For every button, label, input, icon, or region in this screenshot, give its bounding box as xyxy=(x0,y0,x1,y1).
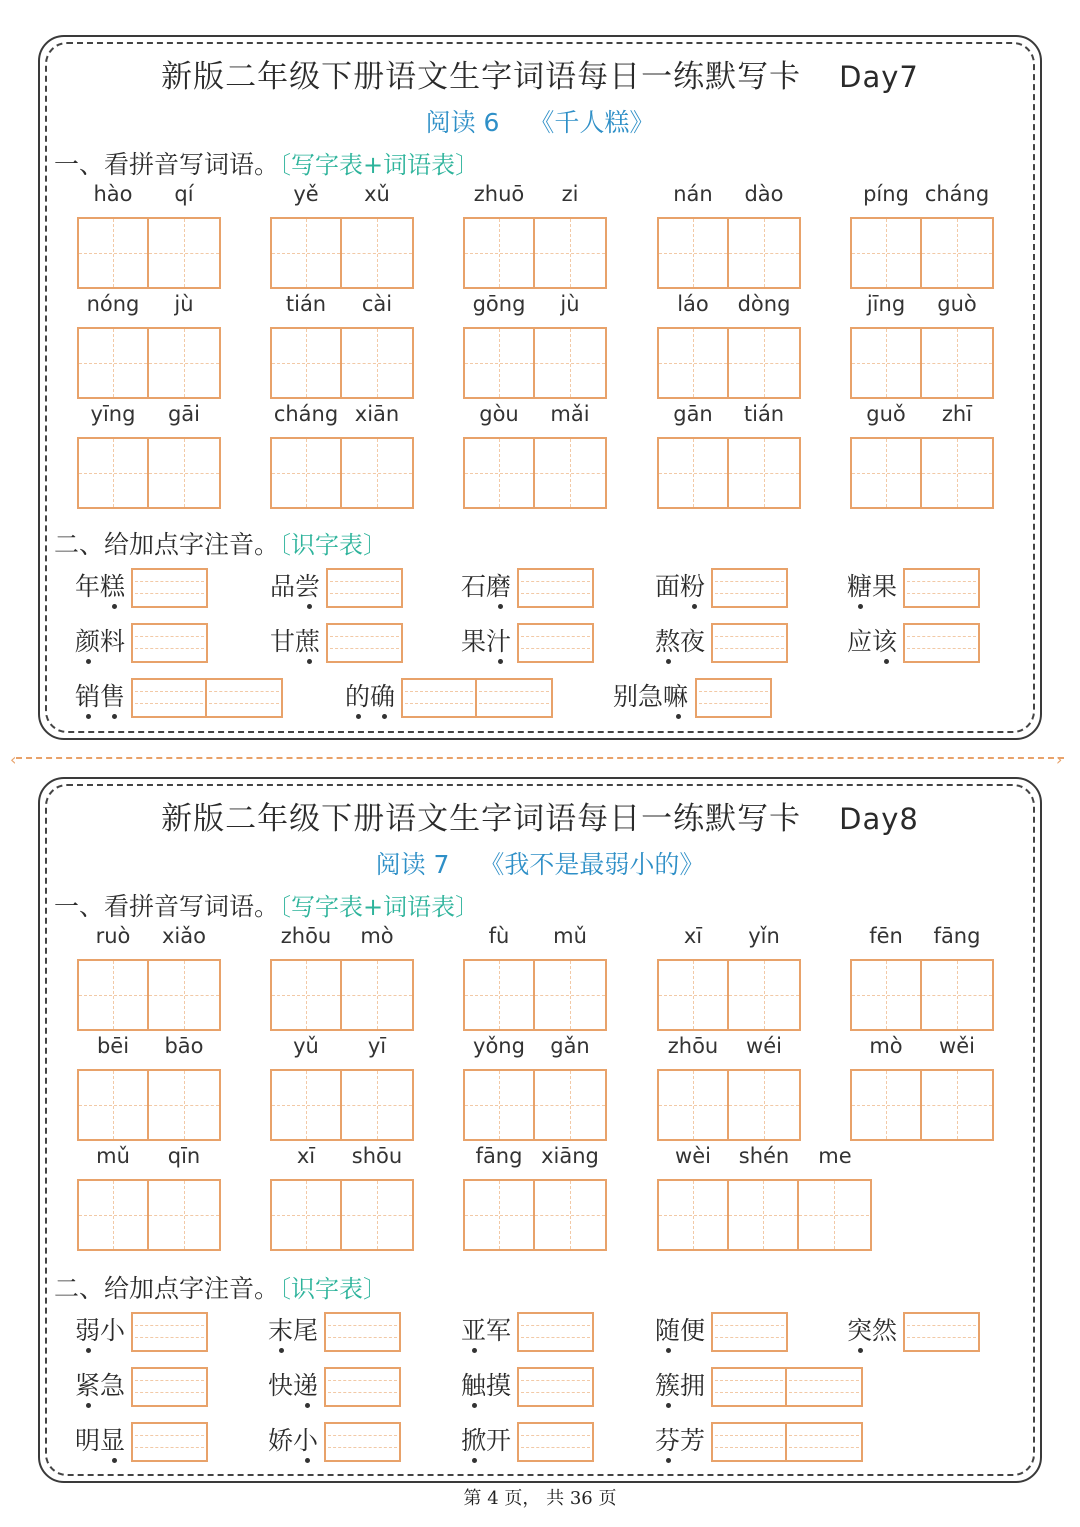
writing-grid[interactable] xyxy=(463,1069,607,1141)
grid-cell[interactable] xyxy=(342,1181,412,1249)
pinyin-syllable: fù xyxy=(488,924,510,948)
pinyin-syllable: gōng xyxy=(472,292,526,316)
grid-cell[interactable] xyxy=(149,219,219,287)
emphasis-dot xyxy=(666,1348,671,1353)
lesson-subtitle xyxy=(40,845,1040,881)
grid-cell[interactable] xyxy=(465,439,535,507)
pinyin-answer-box[interactable] xyxy=(324,1312,401,1352)
answer-cell[interactable] xyxy=(328,625,401,661)
arrow-right-icon: › xyxy=(1056,750,1063,769)
answer-cell[interactable] xyxy=(133,625,206,661)
grid-cell[interactable] xyxy=(149,1181,219,1249)
annotation-word: 明显 xyxy=(75,1426,126,1455)
grid-cell[interactable] xyxy=(535,439,605,507)
writing-grid[interactable] xyxy=(77,959,221,1031)
pinyin-syllable: xiǎo xyxy=(162,924,206,948)
annotation-word: 别急嘛 xyxy=(613,682,689,711)
pinyin-answer-box[interactable] xyxy=(131,623,208,663)
answer-cell[interactable] xyxy=(787,1424,861,1460)
answer-cell[interactable] xyxy=(326,1314,399,1350)
annotation-word: 年糕 xyxy=(75,572,126,601)
pinyin-answer-box[interactable] xyxy=(401,678,553,718)
writing-grid[interactable] xyxy=(850,437,994,509)
grid-cell[interactable] xyxy=(272,219,342,287)
section1-tag: 〔写字表+词语表〕 xyxy=(279,151,480,179)
pinyin-syllable: mò xyxy=(360,924,394,948)
pinyin-answer-box[interactable] xyxy=(695,678,772,718)
pinyin-syllable: guǒ xyxy=(866,402,906,426)
grid-cell[interactable] xyxy=(465,961,535,1029)
emphasis-dot xyxy=(858,604,863,609)
annotation-word: 突然 xyxy=(847,1316,898,1345)
pinyin-syllable: mǔ xyxy=(96,1144,130,1168)
grid-cell[interactable] xyxy=(342,961,412,1029)
book-title: 《我不是最弱小的》 xyxy=(479,850,705,879)
writing-grid[interactable] xyxy=(463,437,607,509)
pinyin-syllable: zhōu xyxy=(280,924,332,948)
pinyin-syllable: jù xyxy=(174,292,194,316)
pinyin-syllable: xǔ xyxy=(364,182,390,206)
emphasis-dot xyxy=(472,1348,477,1353)
annotation-word: 糖果 xyxy=(847,572,898,601)
answer-cell[interactable] xyxy=(477,680,551,716)
answer-cell[interactable] xyxy=(326,1369,399,1405)
grid-cell[interactable] xyxy=(149,439,219,507)
grid-cell[interactable] xyxy=(729,961,799,1029)
section2-heading: 二、给加点字注音。〔识字表〕 xyxy=(54,530,388,559)
book-title: 《千人糕》 xyxy=(529,108,655,137)
pinyin-syllable: dào xyxy=(744,182,784,206)
section2-tag: 〔识字表〕 xyxy=(279,531,388,559)
emphasis-dot xyxy=(86,659,91,664)
grid-cell[interactable] xyxy=(852,1071,922,1139)
pinyin-syllable: nóng xyxy=(86,292,140,316)
writing-grid[interactable] xyxy=(77,1179,221,1251)
grid-cell[interactable] xyxy=(535,1181,605,1249)
lesson-subtitle xyxy=(40,103,1040,139)
answer-cell[interactable] xyxy=(133,1369,206,1405)
answer-cell[interactable] xyxy=(133,570,206,606)
section2-tag: 〔识字表〕 xyxy=(279,1275,388,1303)
pinyin-answer-box[interactable] xyxy=(903,623,980,663)
answer-cell[interactable] xyxy=(905,625,978,661)
pinyin-answer-box[interactable] xyxy=(324,1367,401,1407)
writing-grid[interactable] xyxy=(270,437,414,509)
pinyin-syllable: tián xyxy=(743,402,785,426)
grid-cell[interactable] xyxy=(659,439,729,507)
writing-grid[interactable] xyxy=(657,959,801,1031)
grid-cell[interactable] xyxy=(659,219,729,287)
pinyin-syllable: mǎi xyxy=(550,402,590,426)
pinyin-answer-box[interactable] xyxy=(324,1422,401,1462)
pinyin-syllable: xiāng xyxy=(541,1144,599,1168)
answer-cell[interactable] xyxy=(326,1424,399,1460)
answer-cell[interactable] xyxy=(519,1369,592,1405)
grid-cell[interactable] xyxy=(922,1071,992,1139)
writing-grid[interactable] xyxy=(270,327,414,399)
card-title: 新版二年级下册语文生字词语每日一练默写卡 Day7 xyxy=(161,59,919,95)
grid-cell[interactable] xyxy=(729,439,799,507)
grid-cell[interactable] xyxy=(922,329,992,397)
grid-cell[interactable] xyxy=(79,1181,149,1249)
pinyin-syllable: bēi xyxy=(96,1034,130,1058)
grid-cell[interactable] xyxy=(799,1181,869,1249)
section1-heading: 一、看拼音写词语。〔写字表+词语表〕 xyxy=(54,892,480,921)
emphasis-dot xyxy=(356,714,361,719)
writing-grid[interactable] xyxy=(657,217,801,289)
pinyin-syllable: cháng xyxy=(924,182,990,206)
pinyin-answer-box[interactable] xyxy=(711,1312,788,1352)
writing-grid[interactable] xyxy=(850,217,994,289)
pinyin-syllable: cài xyxy=(361,292,393,316)
pinyin-syllable: mò xyxy=(869,1034,903,1058)
grid-cell[interactable] xyxy=(922,961,992,1029)
worksheet-card-day8 xyxy=(38,777,1042,1483)
pinyin-syllable: láo xyxy=(677,292,709,316)
emphasis-dot xyxy=(112,714,117,719)
annotation-word: 亚军 xyxy=(461,1316,512,1345)
annotation-word: 销售 xyxy=(75,682,126,711)
pinyin-syllable: fāng xyxy=(933,924,981,948)
writing-grid[interactable] xyxy=(850,959,994,1031)
annotation-word: 应该 xyxy=(847,627,898,656)
grid-cell[interactable] xyxy=(659,1071,729,1139)
emphasis-dot xyxy=(305,1403,310,1408)
grid-cell[interactable] xyxy=(852,219,922,287)
section2-heading: 二、给加点字注音。〔识字表〕 xyxy=(54,1274,388,1303)
emphasis-dot xyxy=(666,1403,671,1408)
grid-cell[interactable] xyxy=(465,219,535,287)
writing-grid[interactable] xyxy=(850,1069,994,1141)
grid-cell[interactable] xyxy=(465,1181,535,1249)
pinyin-syllable: guò xyxy=(937,292,977,316)
grid-cell[interactable] xyxy=(535,219,605,287)
annotation-word: 芬芳 xyxy=(655,1426,706,1455)
annotation-word: 品尝 xyxy=(270,572,321,601)
emphasis-dot xyxy=(692,604,697,609)
pinyin-answer-box[interactable] xyxy=(711,1367,863,1407)
annotation-word: 掀开 xyxy=(461,1426,512,1455)
pinyin-syllable: zhī xyxy=(941,402,973,426)
grid-cell[interactable] xyxy=(79,961,149,1029)
writing-grid[interactable] xyxy=(463,959,607,1031)
grid-cell[interactable] xyxy=(272,329,342,397)
page-footer: 第 4 页， 共 36 页 xyxy=(463,1488,617,1509)
pinyin-answer-box[interactable] xyxy=(131,1312,208,1352)
pinyin-answer-box[interactable] xyxy=(131,678,283,718)
worksheet-card-day7 xyxy=(38,35,1042,740)
annotation-word: 熬夜 xyxy=(655,627,706,656)
grid-cell[interactable] xyxy=(272,1071,342,1139)
pinyin-syllable: zhuō xyxy=(473,182,525,206)
writing-grid[interactable] xyxy=(270,217,414,289)
pinyin-answer-box[interactable] xyxy=(517,1422,594,1462)
pinyin-syllable: qīn xyxy=(167,1144,201,1168)
grid-cell[interactable] xyxy=(659,1181,729,1249)
grid-cell[interactable] xyxy=(342,219,412,287)
emphasis-dot xyxy=(86,1348,91,1353)
annotation-word: 娇小 xyxy=(268,1426,319,1455)
grid-cell[interactable] xyxy=(342,1071,412,1139)
pinyin-syllable: qí xyxy=(174,182,194,206)
pinyin-syllable: xī xyxy=(296,1144,316,1168)
day-label: Day7 xyxy=(839,60,919,94)
lesson-number: 阅读 6 xyxy=(425,108,500,137)
pinyin-answer-box[interactable] xyxy=(131,1422,208,1462)
section1-heading: 一、看拼音写词语。〔写字表+词语表〕 xyxy=(54,150,480,179)
pinyin-syllable: gāi xyxy=(167,402,201,426)
grid-cell[interactable] xyxy=(852,329,922,397)
grid-cell[interactable] xyxy=(729,219,799,287)
grid-cell[interactable] xyxy=(729,1181,799,1249)
pinyin-syllable: ruò xyxy=(95,924,131,948)
emphasis-dot xyxy=(305,1458,310,1463)
pinyin-answer-box[interactable] xyxy=(711,623,788,663)
answer-cell[interactable] xyxy=(133,1314,206,1350)
emphasis-dot xyxy=(382,714,387,719)
pinyin-answer-box[interactable] xyxy=(326,623,403,663)
pinyin-syllable: wěi xyxy=(939,1034,975,1058)
emphasis-dot xyxy=(472,1458,477,1463)
annotation-word: 末尾 xyxy=(268,1316,319,1345)
answer-cell[interactable] xyxy=(905,1314,978,1350)
writing-grid[interactable] xyxy=(657,327,801,399)
pinyin-syllable: yǒng xyxy=(473,1034,525,1058)
emphasis-dot xyxy=(112,604,117,609)
answer-cell[interactable] xyxy=(713,1424,787,1460)
writing-grid[interactable] xyxy=(77,327,221,399)
grid-cell[interactable] xyxy=(149,961,219,1029)
answer-cell[interactable] xyxy=(519,625,592,661)
pinyin-answer-box[interactable] xyxy=(517,568,594,608)
pinyin-syllable: gān xyxy=(673,402,713,426)
pinyin-syllable: yī xyxy=(367,1034,387,1058)
pinyin-syllable: zi xyxy=(561,182,579,206)
pinyin-syllable: jù xyxy=(560,292,580,316)
pinyin-answer-box[interactable] xyxy=(711,1422,863,1462)
answer-cell[interactable] xyxy=(713,625,786,661)
grid-cell[interactable] xyxy=(852,439,922,507)
writing-grid[interactable] xyxy=(850,327,994,399)
pinyin-syllable: gǎn xyxy=(550,1034,590,1058)
pinyin-syllable: tián xyxy=(285,292,327,316)
grid-cell[interactable] xyxy=(342,329,412,397)
pinyin-syllable: shōu xyxy=(351,1144,403,1168)
grid-cell[interactable] xyxy=(659,329,729,397)
lesson-number: 阅读 7 xyxy=(375,850,450,879)
pinyin-syllable: yǐn xyxy=(748,924,780,948)
answer-cell[interactable] xyxy=(713,1314,786,1350)
emphasis-dot xyxy=(498,659,503,664)
annotation-word: 的确 xyxy=(345,682,396,711)
emphasis-dot xyxy=(858,1348,863,1353)
answer-cell[interactable] xyxy=(905,570,978,606)
answer-cell[interactable] xyxy=(519,1314,592,1350)
arrow-left-icon: ‹ xyxy=(10,750,17,769)
emphasis-dot xyxy=(498,604,503,609)
pinyin-answer-box[interactable] xyxy=(517,1312,594,1352)
emphasis-dot xyxy=(666,1458,671,1463)
pinyin-syllable: bāo xyxy=(164,1034,204,1058)
annotation-word: 面粉 xyxy=(655,572,706,601)
pinyin-syllable: gòu xyxy=(479,402,519,426)
grid-cell[interactable] xyxy=(465,1071,535,1139)
pinyin-answer-box[interactable] xyxy=(903,1312,980,1352)
writing-grid[interactable] xyxy=(657,1069,801,1141)
pinyin-syllable: cháng xyxy=(273,402,339,426)
pinyin-syllable: hào xyxy=(93,182,133,206)
pinyin-syllable: jīng xyxy=(866,292,906,316)
answer-cell[interactable] xyxy=(403,680,477,716)
emphasis-dot xyxy=(884,659,889,664)
grid-cell[interactable] xyxy=(79,1071,149,1139)
answer-cell[interactable] xyxy=(787,1369,861,1405)
pinyin-answer-box[interactable] xyxy=(517,1367,594,1407)
emphasis-dot xyxy=(472,1403,477,1408)
answer-cell[interactable] xyxy=(519,570,592,606)
grid-cell[interactable] xyxy=(729,329,799,397)
pinyin-syllable: xiān xyxy=(354,402,400,426)
grid-cell[interactable] xyxy=(659,961,729,1029)
grid-cell[interactable] xyxy=(852,961,922,1029)
grid-cell[interactable] xyxy=(535,961,605,1029)
answer-cell[interactable] xyxy=(207,680,281,716)
pinyin-syllable: fāng xyxy=(475,1144,523,1168)
pinyin-syllable: fēn xyxy=(869,924,903,948)
writing-grid[interactable] xyxy=(77,217,221,289)
pinyin-syllable: me xyxy=(818,1144,852,1168)
pinyin-syllable: xī xyxy=(683,924,703,948)
grid-cell[interactable] xyxy=(272,1181,342,1249)
writing-grid[interactable] xyxy=(657,437,801,509)
pinyin-answer-box[interactable] xyxy=(131,568,208,608)
answer-cell[interactable] xyxy=(697,680,770,716)
pinyin-syllable: nán xyxy=(673,182,713,206)
pinyin-answer-box[interactable] xyxy=(326,568,403,608)
grid-cell[interactable] xyxy=(535,329,605,397)
annotation-word: 簇拥 xyxy=(655,1371,706,1400)
grid-cell[interactable] xyxy=(922,439,992,507)
emphasis-dot xyxy=(86,1403,91,1408)
writing-grid[interactable] xyxy=(77,437,221,509)
day-label: Day8 xyxy=(839,802,919,836)
writing-grid[interactable] xyxy=(463,217,607,289)
answer-cell[interactable] xyxy=(133,1424,206,1460)
cut-line xyxy=(16,757,1064,759)
pinyin-answer-box[interactable] xyxy=(711,568,788,608)
answer-cell[interactable] xyxy=(713,1369,787,1405)
pinyin-syllable: wéi xyxy=(746,1034,782,1058)
pinyin-syllable: shén xyxy=(738,1144,790,1168)
card-title: 新版二年级下册语文生字词语每日一练默写卡 Day8 xyxy=(161,801,919,837)
grid-cell[interactable] xyxy=(342,439,412,507)
writing-grid[interactable] xyxy=(270,959,414,1031)
emphasis-dot xyxy=(676,714,681,719)
grid-cell[interactable] xyxy=(79,219,149,287)
pinyin-answer-box[interactable] xyxy=(903,568,980,608)
writing-grid[interactable] xyxy=(463,1179,607,1251)
grid-cell[interactable] xyxy=(272,439,342,507)
grid-cell[interactable] xyxy=(465,329,535,397)
answer-cell[interactable] xyxy=(713,570,786,606)
writing-grid[interactable] xyxy=(270,1179,414,1251)
annotation-word: 石磨 xyxy=(461,572,512,601)
pinyin-syllable: yě xyxy=(293,182,319,206)
pinyin-syllable: mǔ xyxy=(553,924,587,948)
pinyin-answer-box[interactable] xyxy=(517,623,594,663)
emphasis-dot xyxy=(112,1458,117,1463)
answer-cell[interactable] xyxy=(328,570,401,606)
grid-cell[interactable] xyxy=(149,329,219,397)
writing-grid[interactable] xyxy=(463,327,607,399)
annotation-word: 甘蔗 xyxy=(270,627,321,656)
annotation-word: 紧急 xyxy=(75,1371,126,1400)
section1-tag: 〔写字表+词语表〕 xyxy=(279,893,480,921)
annotation-word: 快递 xyxy=(268,1371,319,1400)
grid-cell[interactable] xyxy=(535,1071,605,1139)
grid-cell[interactable] xyxy=(272,961,342,1029)
grid-cell[interactable] xyxy=(729,1071,799,1139)
answer-cell[interactable] xyxy=(133,680,207,716)
pinyin-syllable: zhōu xyxy=(667,1034,719,1058)
annotation-word: 触摸 xyxy=(461,1371,512,1400)
annotation-word: 颜料 xyxy=(75,627,126,656)
emphasis-dot xyxy=(307,659,312,664)
pinyin-syllable: yīng xyxy=(90,402,136,426)
grid-cell[interactable] xyxy=(79,439,149,507)
annotation-word: 随便 xyxy=(655,1316,706,1345)
grid-cell[interactable] xyxy=(149,1071,219,1139)
emphasis-dot xyxy=(666,659,671,664)
grid-cell[interactable] xyxy=(922,219,992,287)
emphasis-dot xyxy=(279,1348,284,1353)
answer-cell[interactable] xyxy=(519,1424,592,1460)
pinyin-syllable: yǔ xyxy=(293,1034,319,1058)
grid-cell[interactable] xyxy=(79,329,149,397)
pinyin-syllable: dòng xyxy=(737,292,791,316)
writing-grid[interactable] xyxy=(270,1069,414,1141)
pinyin-syllable: píng xyxy=(863,182,909,206)
pinyin-syllable: wèi xyxy=(675,1144,711,1168)
writing-grid[interactable] xyxy=(77,1069,221,1141)
emphasis-dot xyxy=(86,714,91,719)
pinyin-answer-box[interactable] xyxy=(131,1367,208,1407)
writing-grid[interactable] xyxy=(657,1179,872,1251)
annotation-word: 果汁 xyxy=(461,627,512,656)
annotation-word: 弱小 xyxy=(75,1316,126,1345)
emphasis-dot xyxy=(307,604,312,609)
